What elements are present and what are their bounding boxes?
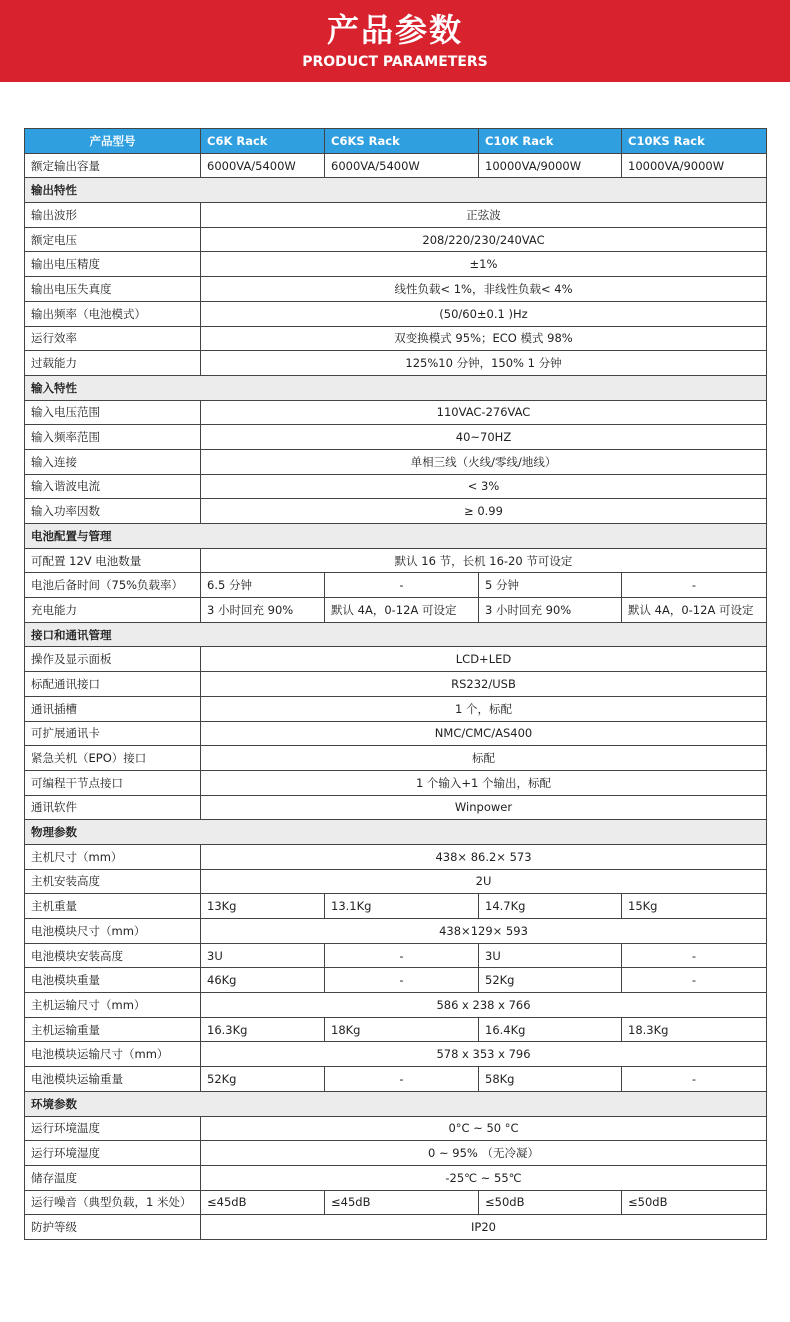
row-value: IP20	[201, 1215, 767, 1240]
row-cell: 16.3Kg	[201, 1017, 325, 1042]
row-label: 储存温度	[25, 1165, 201, 1190]
header-cell-c10k: C10K Rack	[479, 129, 622, 154]
row-value: 1 个，标配	[201, 696, 767, 721]
row-value: ±1%	[201, 252, 767, 277]
row-value: (50/60±0.1 )Hz	[201, 301, 767, 326]
row-cell: 10000VA/9000W	[479, 153, 622, 178]
row-label: 通讯软件	[25, 795, 201, 820]
table-row	[25, 573, 767, 598]
row-label: 额定电压	[25, 227, 201, 252]
row-label: 电池模块运输重量	[25, 1067, 201, 1092]
row-cell: -	[325, 573, 479, 598]
row-value: 0°C ~ 50 °C	[201, 1116, 767, 1141]
row-cell: -	[325, 943, 479, 968]
table-row	[25, 919, 767, 944]
row-cell: -	[622, 573, 767, 598]
row-cell: 6000VA/5400W	[201, 153, 325, 178]
row-label: 电池模块安装高度	[25, 943, 201, 968]
row-cell: ≤45dB	[325, 1190, 479, 1215]
row-cell: 18.3Kg	[622, 1017, 767, 1042]
table-row	[25, 696, 767, 721]
row-cell: ≤50dB	[479, 1190, 622, 1215]
section-title: 输入特性	[25, 375, 767, 400]
row-label: 可配置 12V 电池数量	[25, 548, 201, 573]
table-row	[25, 425, 767, 450]
table-row	[25, 1215, 767, 1240]
row-cell: 15Kg	[622, 894, 767, 919]
row-cell: 6.5 分钟	[201, 573, 325, 598]
section-row	[25, 178, 767, 203]
row-cell: 16.4Kg	[479, 1017, 622, 1042]
row-label: 主机安装高度	[25, 869, 201, 894]
row-label: 操作及显示面板	[25, 647, 201, 672]
row-label: 主机运输尺寸（mm）	[25, 993, 201, 1018]
table-row	[25, 474, 767, 499]
table-row	[25, 993, 767, 1018]
row-label: 输出电压失真度	[25, 277, 201, 302]
row-value: Winpower	[201, 795, 767, 820]
row-value: 标配	[201, 746, 767, 771]
row-value: -25℃ ~ 55℃	[201, 1165, 767, 1190]
row-cell: 46Kg	[201, 968, 325, 993]
row-cell: 6000VA/5400W	[325, 153, 479, 178]
table-row	[25, 894, 767, 919]
table-row	[25, 1141, 767, 1166]
section-row	[25, 622, 767, 647]
row-value: 正弦波	[201, 203, 767, 228]
row-value: 1 个输入+1 个输出，标配	[201, 770, 767, 795]
table-header-row	[25, 129, 767, 154]
row-value: 578 x 353 x 796	[201, 1042, 767, 1067]
row-cell: 18Kg	[325, 1017, 479, 1042]
row-cell: 5 分钟	[479, 573, 622, 598]
table-row	[25, 203, 767, 228]
table-row	[25, 598, 767, 623]
table-row	[25, 647, 767, 672]
row-label: 运行环境温度	[25, 1116, 201, 1141]
row-label: 额定输出容量	[25, 153, 201, 178]
row-cell: 3 小时回充 90%	[201, 598, 325, 623]
row-value: 586 x 238 x 766	[201, 993, 767, 1018]
row-label: 输入频率范围	[25, 425, 201, 450]
row-label: 紧急关机（EPO）接口	[25, 746, 201, 771]
row-label: 主机重量	[25, 894, 201, 919]
row-label: 输出频率（电池模式）	[25, 301, 201, 326]
row-label: 输入谐波电流	[25, 474, 201, 499]
row-value: 2U	[201, 869, 767, 894]
row-cell: 13Kg	[201, 894, 325, 919]
table-row	[25, 943, 767, 968]
section-row	[25, 375, 767, 400]
table-row	[25, 1116, 767, 1141]
row-value: 默认 16 节，长机 16-20 节可设定	[201, 548, 767, 573]
table-row	[25, 1190, 767, 1215]
row-value: 40~70HZ	[201, 425, 767, 450]
table-row	[25, 795, 767, 820]
table-row	[25, 1042, 767, 1067]
row-value: 双变换模式 95%；ECO 模式 98%	[201, 326, 767, 351]
spec-table	[24, 128, 767, 1240]
row-value: 单相三线（火线/零线/地线）	[201, 449, 767, 474]
row-cell: 52Kg	[201, 1067, 325, 1092]
row-label: 电池模块运输尺寸（mm）	[25, 1042, 201, 1067]
table-row	[25, 869, 767, 894]
section-title: 输出特性	[25, 178, 767, 203]
header-banner	[0, 0, 790, 82]
header-cell-c10ks: C10KS Rack	[622, 129, 767, 154]
table-row	[25, 400, 767, 425]
table-row	[25, 326, 767, 351]
row-label: 输出波形	[25, 203, 201, 228]
table-row	[25, 721, 767, 746]
row-value: LCD+LED	[201, 647, 767, 672]
row-label: 主机尺寸（mm）	[25, 844, 201, 869]
row-cell: -	[622, 1067, 767, 1092]
row-value: NMC/CMC/AS400	[201, 721, 767, 746]
table-row	[25, 1165, 767, 1190]
row-label: 运行环境湿度	[25, 1141, 201, 1166]
section-title: 物理参数	[25, 820, 767, 845]
row-value: 线性负载< 1%，非线性负载< 4%	[201, 277, 767, 302]
row-cell: -	[622, 968, 767, 993]
row-label: 通讯插槽	[25, 696, 201, 721]
section-title: 电池配置与管理	[25, 524, 767, 549]
row-cell: -	[622, 943, 767, 968]
row-cell: 3 小时回充 90%	[479, 598, 622, 623]
table-row	[25, 1067, 767, 1092]
row-value: 438× 86.2× 573	[201, 844, 767, 869]
row-value: RS232/USB	[201, 672, 767, 697]
header-cell-c6ks: C6KS Rack	[325, 129, 479, 154]
section-row	[25, 820, 767, 845]
header-cell-c6k: C6K Rack	[201, 129, 325, 154]
row-label: 过载能力	[25, 351, 201, 376]
row-cell: 52Kg	[479, 968, 622, 993]
row-cell: 10000VA/9000W	[622, 153, 767, 178]
row-label: 电池模块尺寸（mm）	[25, 919, 201, 944]
table-row	[25, 1017, 767, 1042]
row-value: < 3%	[201, 474, 767, 499]
page-subtitle: PRODUCT PARAMETERS	[302, 54, 488, 70]
header-cell-model: 产品型号	[25, 129, 201, 154]
table-row	[25, 499, 767, 524]
table-row	[25, 301, 767, 326]
row-cell: 58Kg	[479, 1067, 622, 1092]
section-row	[25, 1091, 767, 1116]
row-cell: 默认 4A，0-12A 可设定	[325, 598, 479, 623]
row-cell: ≤45dB	[201, 1190, 325, 1215]
row-label: 标配通讯接口	[25, 672, 201, 697]
table-row	[25, 844, 767, 869]
row-label: 电池模块重量	[25, 968, 201, 993]
row-value: 110VAC-276VAC	[201, 400, 767, 425]
row-cell: -	[325, 1067, 479, 1092]
section-title: 环境参数	[25, 1091, 767, 1116]
row-label: 运行效率	[25, 326, 201, 351]
table-row	[25, 449, 767, 474]
row-label: 可编程干节点接口	[25, 770, 201, 795]
row-cell: 3U	[201, 943, 325, 968]
table-row	[25, 746, 767, 771]
row-label: 主机运输重量	[25, 1017, 201, 1042]
row-label: 可扩展通讯卡	[25, 721, 201, 746]
row-label: 防护等级	[25, 1215, 201, 1240]
row-cell: ≤50dB	[622, 1190, 767, 1215]
row-cell: 14.7Kg	[479, 894, 622, 919]
row-cell: 3U	[479, 943, 622, 968]
row-cell: 13.1Kg	[325, 894, 479, 919]
table-row	[25, 153, 767, 178]
table-row	[25, 548, 767, 573]
table-row	[25, 672, 767, 697]
row-label: 输入电压范围	[25, 400, 201, 425]
row-label: 电池后备时间（75%负载率）	[25, 573, 201, 598]
row-value: 125%10 分钟，150% 1 分钟	[201, 351, 767, 376]
table-row	[25, 277, 767, 302]
page-title: 产品参数	[326, 11, 463, 49]
row-label: 输出电压精度	[25, 252, 201, 277]
section-row	[25, 524, 767, 549]
spec-table-body	[25, 153, 767, 1239]
table-row	[25, 770, 767, 795]
table-row	[25, 968, 767, 993]
section-title: 接口和通讯管理	[25, 622, 767, 647]
table-row	[25, 252, 767, 277]
row-label: 输入连接	[25, 449, 201, 474]
row-label: 输入功率因数	[25, 499, 201, 524]
row-value: 208/220/230/240VAC	[201, 227, 767, 252]
row-cell: 默认 4A，0-12A 可设定	[622, 598, 767, 623]
row-cell: -	[325, 968, 479, 993]
row-value: 438×129× 593	[201, 919, 767, 944]
table-row	[25, 351, 767, 376]
row-value: 0 ~ 95% （无冷凝）	[201, 1141, 767, 1166]
row-label: 运行噪音（典型负载，1 米处）	[25, 1190, 201, 1215]
row-value: ≥ 0.99	[201, 499, 767, 524]
row-label: 充电能力	[25, 598, 201, 623]
table-row	[25, 227, 767, 252]
